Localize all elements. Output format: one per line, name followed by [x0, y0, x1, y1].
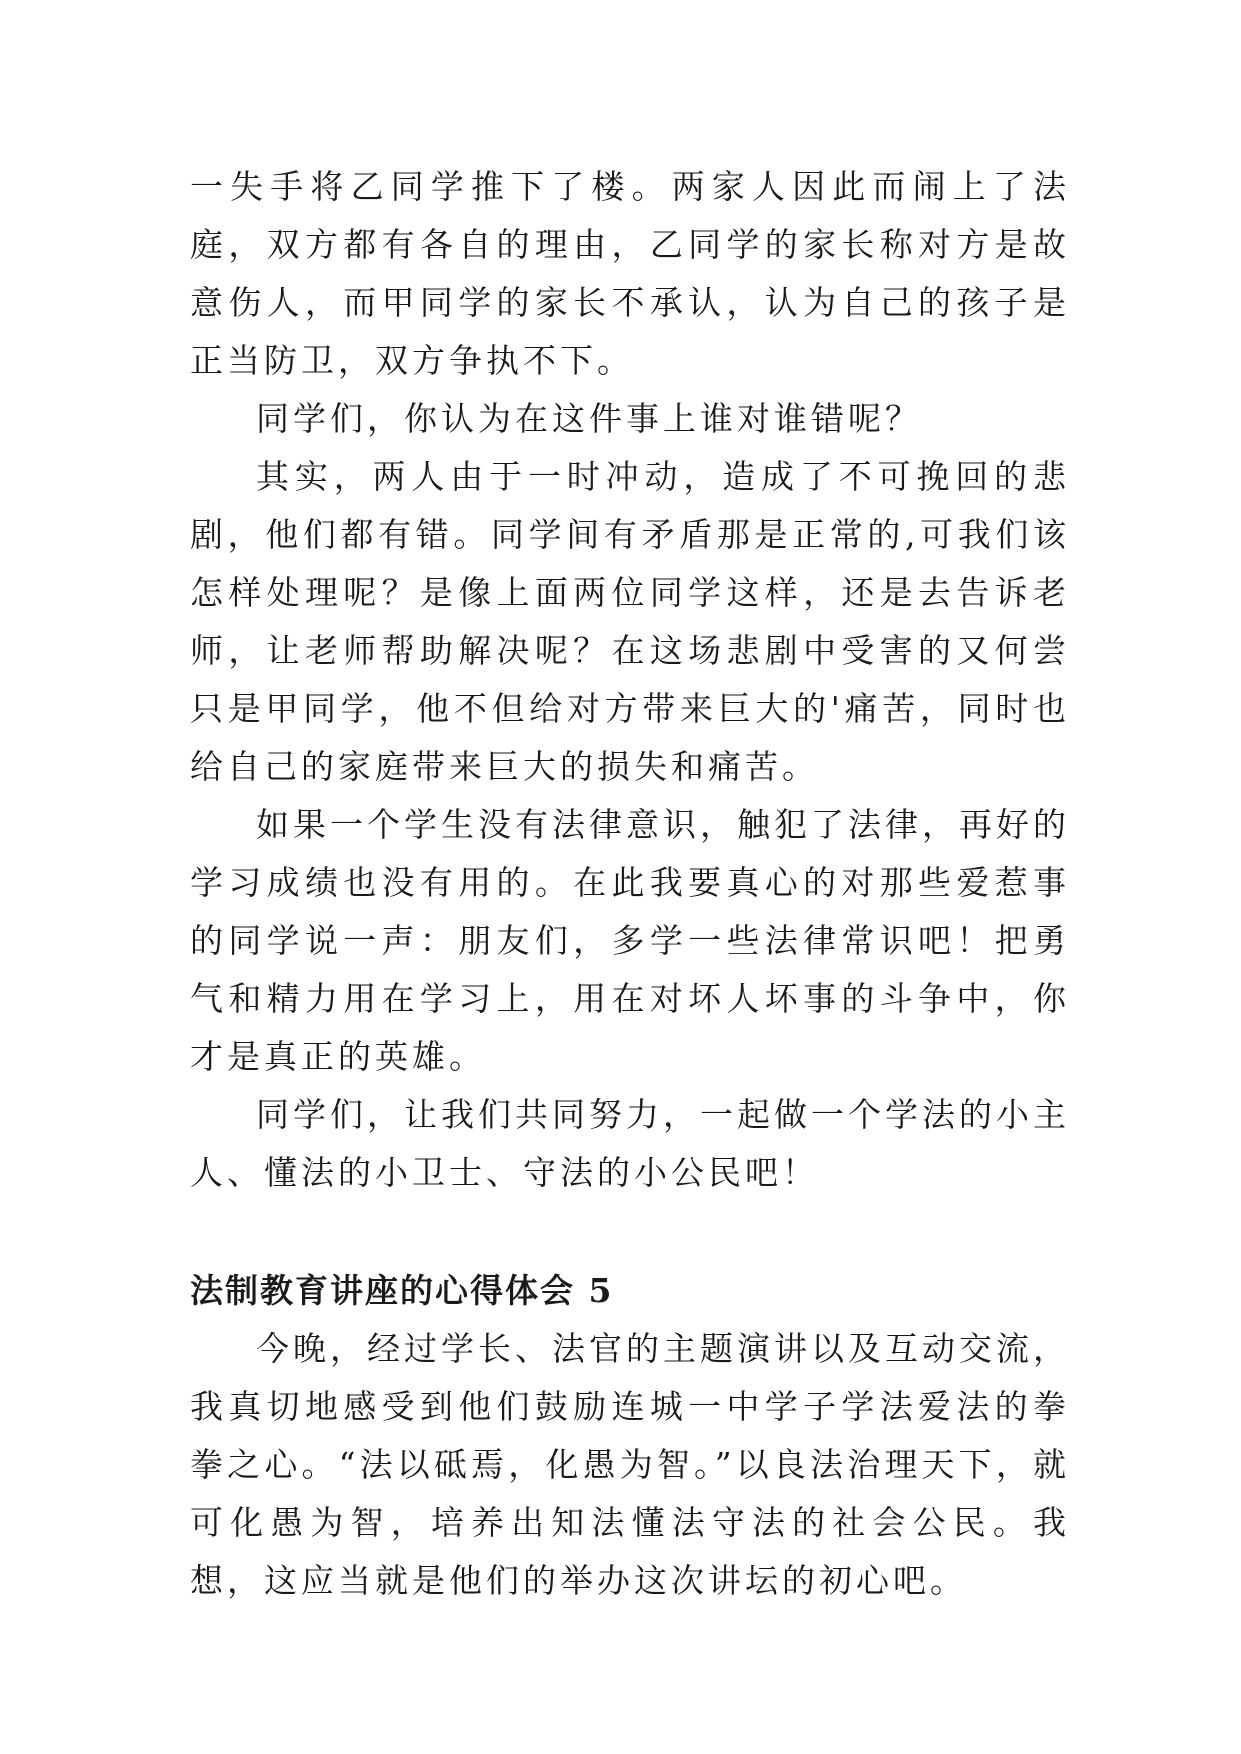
- paragraph: 今晚，经过学长、法官的主题演讲以及互动交流，我真切地感受到他们鼓励连城一中学子学法爱法的拳拳之心。“法以砥焉，化愚为智。”以良法治理天下，就可化愚为智，培养出知法懂法守法的社会公民。我想，这应当就是他们的举办这次讲坛的初心吧。: [190, 1329, 1070, 1600]
- paragraph: 如果一个学生没有法律意识，触犯了法律，再好的学习成绩也没有用的。在此我要真心的对那些爱惹事的同学说一声：朋友们，多学一些法律常识吧！把勇气和精力用在学习上，用在对坏人坏事的斗争中，你才是真正的英雄。: [190, 805, 1070, 1076]
- paragraph: 其实，两人由于一时冲动，造成了不可挽回的悲剧，他们都有错。同学间有矛盾那是正常的,可我们该怎样处理呢？是像上面两位同学这样，还是去告诉老师，让老师帮助解决呢？在这场悲剧中受害的又何尝只是甲同学，他不但给对方带来巨大的'痛苦，同时也给自己的家庭带来巨大的损失和痛苦。: [190, 457, 1070, 786]
- document-body: [190, 158, 1070, 1610]
- paragraph: 同学们，你认为在这件事上谁对谁错呢？: [256, 399, 922, 438]
- paragraph: 同学们，让我们共同努力，一起做一个学法的小主人、懂法的小卫士、守法的小公民吧！: [190, 1095, 1070, 1192]
- section-heading: 法制教育讲座的心得体会 5: [190, 1271, 614, 1310]
- paragraph: 一失手将乙同学推下了楼。两家人因此而闹上了法庭，双方都有各自的理由，乙同学的家长称对方是故意伤人，而甲同学的家长不承认，认为自己的孩子是正当防卫，双方争执不下。: [190, 167, 1070, 380]
